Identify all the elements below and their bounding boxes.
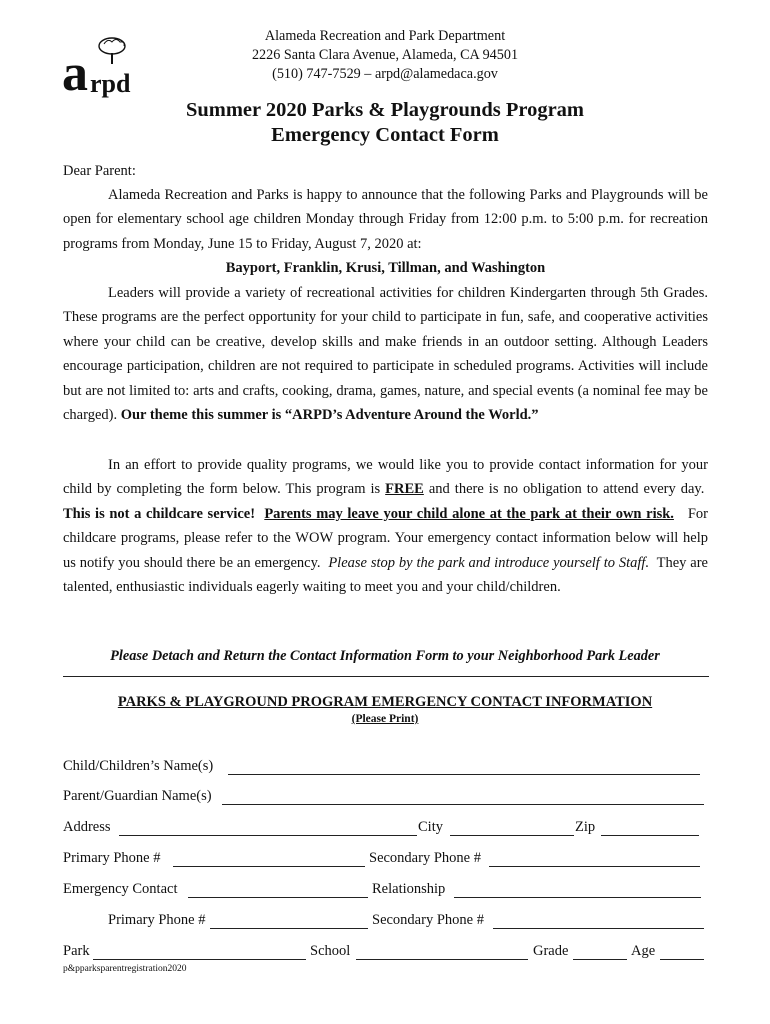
parent-names-field[interactable] xyxy=(222,788,704,805)
address-row xyxy=(63,819,713,841)
school-field[interactable] xyxy=(356,943,528,960)
org-address: 2226 Santa Clara Avenue, Alameda, CA 94501 xyxy=(251,47,519,63)
paragraph-2-body: Leaders will provide a variety of recreational activities for children Kindergarten through 5th Grades. These programs are the perfect opportunity for your child to participate in fun, safe, and cooperative activities where your child can be creative, develop skills and make friends in an outdoor setting. Although Leaders encourage participation, children are not required to participate in scheduled programs. Activities will include but are not limited to: arts and crafts, cooking, drama, games, nature, and special events (a nominal fee may be charged). xyxy=(63,285,708,424)
address-field[interactable] xyxy=(119,819,417,836)
park-list: Bayport, Franklin, Krusi, Tillman, and Washington xyxy=(225,260,546,277)
p3-intro: In an effort to provide quality programs, we would like you to provide contact information for your child by completing the form below. This program is xyxy=(63,457,708,498)
svg-text:rpd: rpd xyxy=(90,69,131,98)
letterhead xyxy=(0,27,770,84)
detach-instruction: Please Detach and Return the Contact Information Form to your Neighborhood Park Leader xyxy=(110,648,660,664)
svg-text:a: a xyxy=(62,45,88,102)
child-names-row xyxy=(63,758,713,780)
primary-phone-row xyxy=(63,850,713,872)
org-name: Alameda Recreation and Park Department xyxy=(264,28,506,44)
p3-visit-note: Please stop by the park and introduce yourself to Staff. xyxy=(328,554,650,571)
theme-statement: Our theme this summer is “ARPD’s Adventure Around the World.” xyxy=(120,407,539,424)
org-contact: (510) 747-7529 – arpd@alamedaca.gov xyxy=(272,66,498,82)
parent-names-row xyxy=(63,788,713,810)
p3-childcare: For childcare programs, please refer to the WOW program. Your emergency contact information below will help us notify you should there be an emergency. xyxy=(63,505,708,571)
form-subtitle: (Please Print) xyxy=(351,713,419,725)
detach-divider xyxy=(63,676,709,677)
paragraph-1 xyxy=(63,183,708,281)
emergency-contact-label: Emergency Contact xyxy=(63,881,178,897)
paragraph-2 xyxy=(63,281,708,427)
zip-field[interactable] xyxy=(601,819,699,836)
not-childcare-warning: This is not a childcare service! xyxy=(63,505,256,522)
city-label: City xyxy=(418,819,443,835)
ec-primary-phone-field[interactable] xyxy=(210,912,368,929)
age-field[interactable] xyxy=(660,943,704,960)
free-emphasis: FREE xyxy=(385,481,424,498)
city-field[interactable] xyxy=(450,819,574,836)
form-code: p&pparksparentregistration2020 xyxy=(63,964,187,974)
grade-field[interactable] xyxy=(573,943,627,960)
secondary-phone-field[interactable] xyxy=(489,850,700,867)
emergency-contact-field[interactable] xyxy=(188,881,368,898)
greeting: Dear Parent: xyxy=(63,163,136,179)
primary-phone-label: Primary Phone # xyxy=(63,850,161,866)
paragraph-2-text xyxy=(63,281,708,427)
park-label: Park xyxy=(63,943,90,959)
primary-phone-field[interactable] xyxy=(173,850,365,867)
secondary-phone-label: Secondary Phone # xyxy=(369,850,481,866)
ec-primary-phone-label: Primary Phone # xyxy=(108,912,206,928)
address-label: Address xyxy=(63,819,111,835)
page-title xyxy=(0,98,770,148)
own-risk-warning: Parents may leave your child alone at the park at their own risk. xyxy=(264,505,674,522)
park-field[interactable] xyxy=(93,943,306,960)
ec-secondary-phone-field[interactable] xyxy=(493,912,704,929)
paragraph-3-text xyxy=(63,453,708,599)
title-line-1: Summer 2020 Parks & Playgrounds Program xyxy=(185,99,585,121)
form-title: PARKS & PLAYGROUND PROGRAM EMERGENCY CONTACT INFORMATION xyxy=(117,694,653,710)
title-line-2: Emergency Contact Form xyxy=(271,124,499,146)
zip-label: Zip xyxy=(575,819,596,835)
relationship-label: Relationship xyxy=(372,881,446,897)
p3-attendance: and there is no obligation to attend every day. xyxy=(428,481,705,498)
paragraph-3 xyxy=(63,453,708,599)
child-names-label: Child/Children’s Name(s) xyxy=(63,758,214,774)
school-label: School xyxy=(310,943,351,959)
emergency-phone-row xyxy=(63,912,713,934)
relationship-field[interactable] xyxy=(454,881,701,898)
child-names-field[interactable] xyxy=(228,758,700,775)
paragraph-1-text: Alameda Recreation and Parks is happy to announce that the following Parks and Playgrounds will be open for elementary school age children Monday through Friday from 12:00 p.m. to 5:00 p.m. for recreation programs from Monday, June 15 to Friday, August 7, 2020 at: xyxy=(63,187,708,252)
parent-names-label: Parent/Guardian Name(s) xyxy=(63,788,212,804)
ec-secondary-phone-label: Secondary Phone # xyxy=(372,912,484,928)
grade-label: Grade xyxy=(533,943,569,959)
p3-closing: They are talented, enthusiastic individuals eagerly waiting to meet you and your child/children. xyxy=(63,554,708,596)
age-label: Age xyxy=(631,943,656,959)
emergency-contact-row xyxy=(63,881,713,903)
park-school-row xyxy=(63,943,713,965)
